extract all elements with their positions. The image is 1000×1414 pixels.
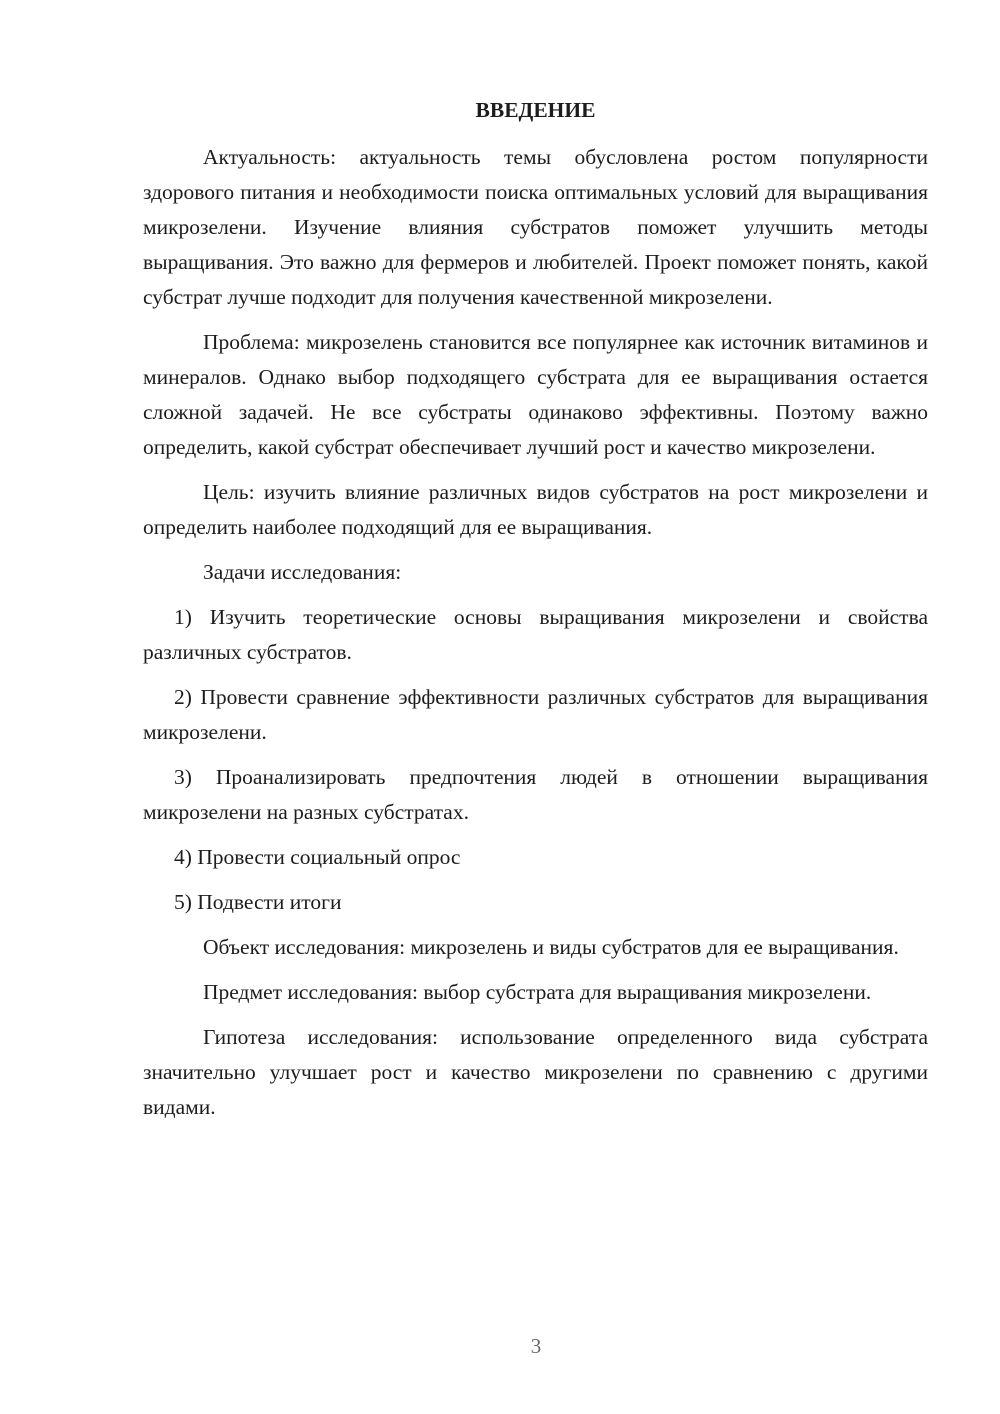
- problem-paragraph: Проблема: микрозелень становится все популярнее как источник витаминов и минералов. Однако выбор подходящего субстрата для ее выращивания остается сложной задачей. Не все субстраты одинаково эффективны. Поэтому важно определить, какой субстрат обеспечивает лучший рост и качество микрозелени.: [143, 330, 928, 459]
- section-title: ВВЕДЕНИЕ: [475, 98, 596, 122]
- task-item-5: 5) Подвести итоги: [174, 890, 342, 914]
- tasks-heading: Задачи исследования:: [203, 560, 402, 584]
- task-item-2: 2) Провести сравнение эффективности различных субстратов для выращивания микрозелени.: [143, 685, 928, 744]
- relevance-paragraph: Актуальность: актуальность темы обусловлена ростом популярности здорового питания и необходимости поиска оптимальных условий для выращивания микрозелени. Изучение влияния субстратов поможет улучшить методы выращивания. Это важно для фермеров и любителей. Проект поможет понять, какой субстрат лучше подходит для получения качественной микрозелени.: [143, 145, 928, 309]
- document-body: [143, 95, 928, 1135]
- task-item-4: 4) Провести социальный опрос: [174, 845, 461, 869]
- object-paragraph: Объект исследования: микрозелень и виды субстратов для ее выращивания.: [203, 935, 899, 959]
- task-item-3: 3) Проанализировать предпочтения людей в отношении выращивания микрозелени на разных субстратах.: [143, 765, 928, 824]
- page-number: 3: [530, 1334, 542, 1358]
- subject-paragraph: Предмет исследования: выбор субстрата для выращивания микрозелени.: [203, 980, 872, 1004]
- hypothesis-paragraph: Гипотеза исследования: использование определенного вида субстрата значительно улучшает рост и качество микрозелени по сравнению с другими видами.: [143, 1025, 928, 1119]
- goal-paragraph: Цель: изучить влияние различных видов субстратов на рост микрозелени и определить наиболее подходящий для ее выращивания.: [143, 480, 928, 539]
- task-item-1: 1) Изучить теоретические основы выращивания микрозелени и свойства различных субстратов.: [143, 605, 928, 664]
